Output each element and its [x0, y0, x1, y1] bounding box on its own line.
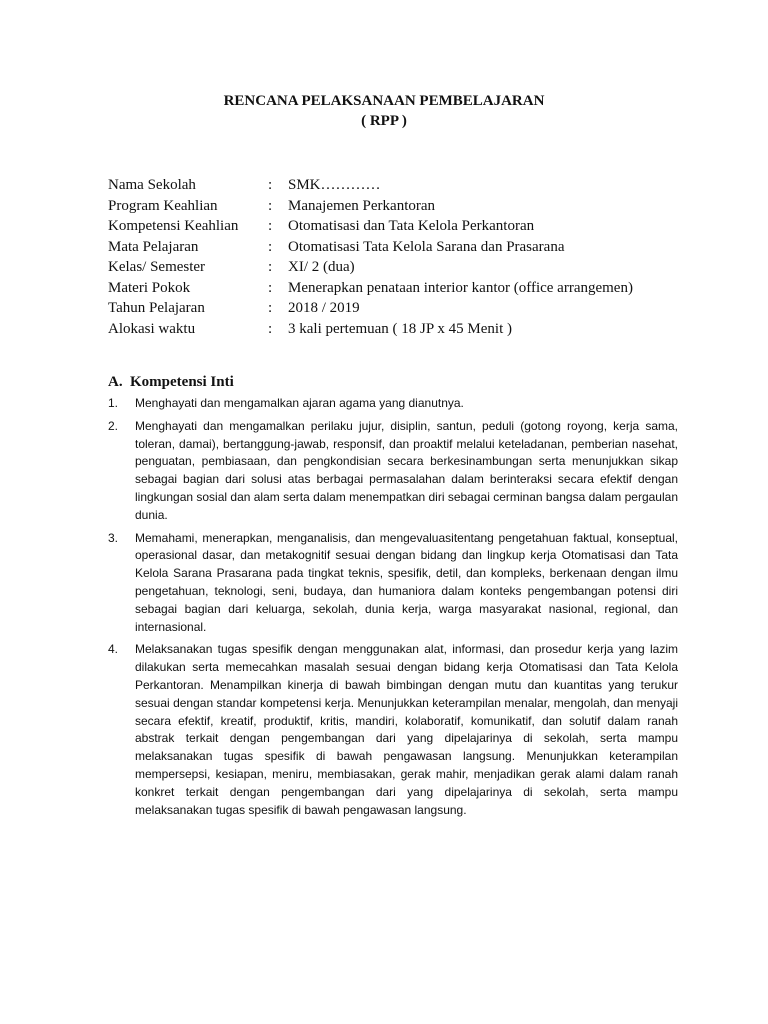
section-title: Kompetensi Inti: [130, 374, 234, 390]
info-label: Materi Pokok: [108, 279, 191, 296]
info-colon: :: [268, 259, 273, 275]
info-colon: :: [268, 300, 273, 316]
info-row-competency: [108, 216, 633, 237]
section-heading-kompetensi-inti: [108, 372, 234, 392]
info-colon: :: [268, 218, 273, 234]
kompetensi-inti-list: [108, 395, 678, 824]
info-colon: :: [268, 238, 273, 255]
list-number: 3.: [108, 530, 119, 545]
section-letter: A.: [108, 374, 123, 390]
info-colon: :: [268, 320, 273, 337]
info-label: Alokasi waktu: [108, 320, 196, 337]
info-row-program: [108, 196, 633, 217]
info-row-year: [108, 298, 633, 319]
list-item: [108, 418, 678, 525]
list-item: [108, 530, 678, 637]
list-number: 1.: [108, 396, 119, 410]
info-value: Otomatisasi Tata Kelola Sarana dan Prasarana: [288, 238, 565, 255]
document-subtitle: ( RPP ): [361, 113, 407, 129]
info-label: Nama Sekolah: [108, 177, 196, 193]
info-value: Otomatisasi dan Tata Kelola Perkantoran: [288, 218, 535, 234]
identity-table: [108, 175, 633, 339]
list-text: Menghayati dan mengamalkan perilaku jujur, disiplin, santun, peduli (gotong royong, kerja sama, toleran, damai), bertanggung-jawab, responsif, dan proaktif melalui keteladanan, pemberian nasehat, penguatan, pembiasaan, dan pengkondisian secara berkesinambungan serta menunjukkan sikap sebagai bagian dari solusi atas berbagai permasalahan dalam berinteraksi secara efektif dengan lingkungan sosial dan alam serta dalam menempatkan diri sebagai cerminan bangsa dalam pergaulan dunia.: [135, 418, 678, 522]
info-label: Program Keahlian: [108, 197, 218, 214]
info-label: Mata Pelajaran: [108, 238, 199, 255]
list-number: 4.: [108, 642, 119, 657]
info-value: 3 kali pertemuan ( 18 JP x 45 Menit ): [288, 320, 512, 337]
info-row-topic: [108, 278, 633, 299]
info-label: Tahun Pelajaran: [108, 300, 205, 316]
list-item: [108, 395, 678, 413]
info-value: XI/ 2 (dua): [288, 259, 355, 275]
info-value: SMK…………: [288, 177, 381, 193]
info-colon: :: [268, 279, 273, 296]
list-number: 2.: [108, 418, 119, 433]
info-value: Manajemen Perkantoran: [288, 197, 436, 214]
info-colon: :: [268, 197, 273, 214]
info-row-school: [108, 175, 633, 196]
document-title: RENCANA PELAKSANAAN PEMBELAJARAN: [223, 93, 545, 109]
info-value: 2018 / 2019: [288, 300, 360, 316]
list-text: Melaksanakan tugas spesifik dengan menggunakan alat, informasi, dan prosedur kerja yang lazim dilakukan serta memecahkan masalah sesuai dengan bidang kerja Otomatisasi dan Tata Kelola Perkantoran. Menampilkan kinerja di bawah bimbingan dengan mutu dan kuantitas yang terukur sesuai dengan standar kompetensi kerja. Menunjukkan keterampilan menalar, mengolah, dan menyaji secara efektif, kreatif, produktif, kritis, mandiri, kolaboratif, komunikatif, dan solutif dalam ranah abstrak terkait dengan pengembangan dari yang dipelajarinya di sekolah, serta mampu melaksanakan tugas spesifik di bawah pengawasan langsung. Menunjukkan keterampilan mempersepsi, kesiapan, meniru, membiasakan, gerak mahir, menjadikan gerak alami dalam ranah konkret terkait dengan pengembangan dari yang dipelajarinya di sekolah, serta mampu melaksanakan tugas spesifik di bawah pengawasan langsung.: [135, 642, 678, 817]
info-label: Kelas/ Semester: [108, 259, 206, 275]
info-row-subject: [108, 237, 633, 258]
info-colon: :: [268, 177, 273, 193]
list-item: [108, 641, 678, 819]
list-text: Memahami, menerapkan, menganalisis, dan mengevaluasitentang pengetahuan faktual, konseptual, operasional dasar, dan metakognitif sesuai dengan bidang dan lingkup kerja Otomatisasi dan Tata Kelola Sarana Prasarana pada tingkat teknis, spesifik, detil, dan kompleks, berkenaan dengan ilmu pengetahuan, teknologi, seni, budaya, dan humaniora dalam konteks pengembangan potensi diri sebagai bagian dari keluarga, sekolah, dunia kerja, warga masyarakat nasional, regional, dan internasional.: [135, 530, 678, 634]
info-row-class: [108, 257, 633, 278]
info-value: Menerapkan penataan interior kantor (office arrangemen): [288, 279, 633, 296]
list-text: Menghayati dan mengamalkan ajaran agama yang dianutnya.: [135, 396, 464, 410]
info-row-time: [108, 319, 633, 340]
info-label: Kompetensi Keahlian: [108, 218, 239, 234]
